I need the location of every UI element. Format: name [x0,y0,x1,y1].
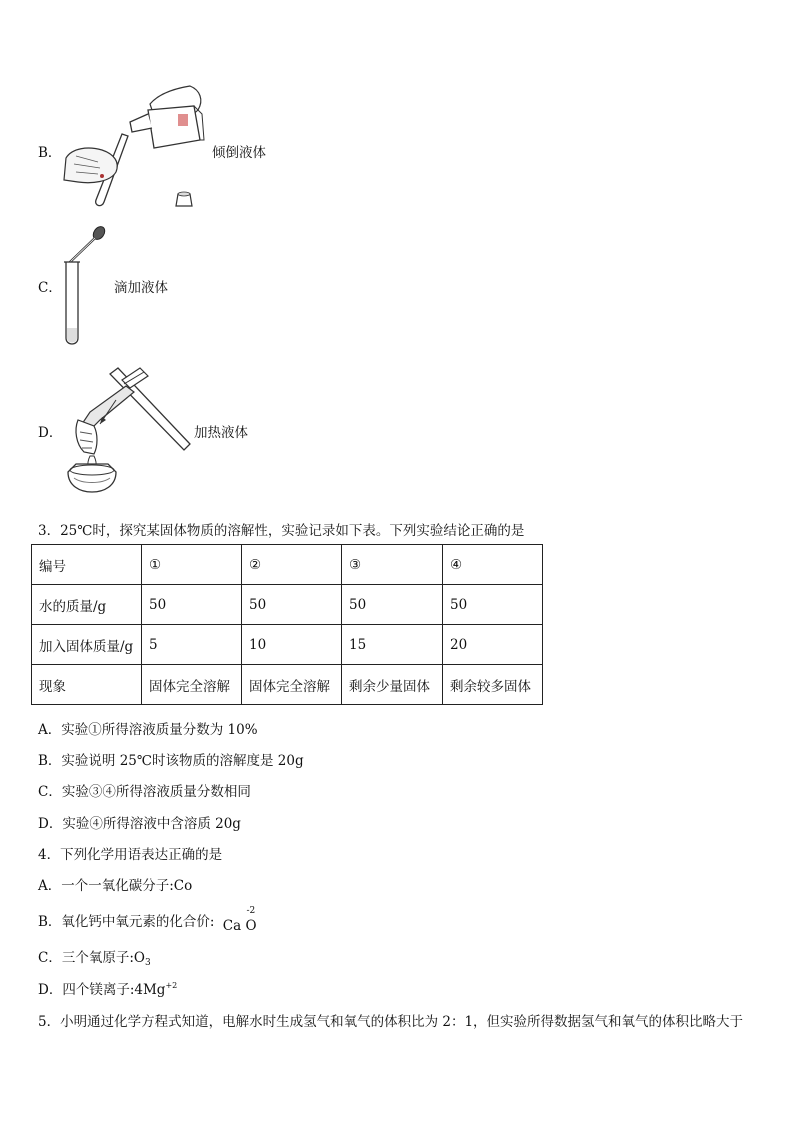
q4-option-b-formula-ca: Ca [222,918,242,934]
q3-option-b: B．实验说明 25℃时该物质的溶解度是 20g [38,753,304,769]
table-cell: 15 [342,625,443,665]
table-cell: 水的质量/g [32,585,142,625]
q4-option-c-subscript: 3 [144,958,151,968]
option-b-caption: 倾倒液体 [212,145,266,161]
table-row [32,585,543,625]
table-row [32,545,543,585]
pouring-liquid-illustration [62,84,212,214]
table-cell: 50 [342,585,443,625]
q3-option-c: C．实验③④所得溶液质量分数相同 [38,784,251,800]
q3-option-d: D．实验④所得溶液中含溶质 20g [38,816,241,832]
table-cell: 现象 [32,665,142,705]
q4-option-a: A．一个一氧化碳分子:Co [38,878,193,894]
q4-option-d [38,978,177,998]
table-cell: 50 [142,585,242,625]
q4-option-b-text: B．氧化钙中氧元素的化合价: [38,914,215,930]
table-cell: ④ [443,545,543,585]
option-d-letter: D． [38,425,63,441]
table-row [32,665,543,705]
option-b-letter: B． [38,145,62,161]
table-cell: 固体完全溶解 [242,665,342,705]
experiment-record-table [31,544,543,705]
table-cell: 固体完全溶解 [142,665,242,705]
table-cell: ① [142,545,242,585]
q4-option-b-formula-o [245,906,257,934]
table-cell: 5 [142,625,242,665]
dropping-liquid-illustration [60,224,106,348]
q4-option-c-text: C．三个氧原子:O [38,950,145,966]
table-cell: 编号 [32,545,142,585]
q4-option-d-superscript: +2 [165,981,178,990]
q3-option-a: A．实验①所得溶液质量分数为 10% [38,722,258,738]
option-c-caption: 滴加液体 [114,280,168,296]
table-cell: 剩余少量固体 [342,665,443,705]
q4-option-d-text: D．四个镁离子:4Mg [38,982,166,998]
table-cell: 20 [443,625,543,665]
q4-option-b [38,904,257,934]
table-cell: ② [242,545,342,585]
option-c-letter: C． [38,280,62,296]
q5-stem: 5．小明通过化学方程式知道，电解水时生成氢气和氧气的体积比为 2：1，但实验所得数据氢气和氧气的体积比略大于 [38,1014,744,1030]
table-cell: ③ [342,545,443,585]
table-cell: 剩余较多固体 [443,665,543,705]
heating-liquid-illustration [60,360,194,496]
table-cell: 50 [242,585,342,625]
q4-option-c [38,946,151,968]
option-d-caption: 加热液体 [194,425,248,441]
table-cell: 加入固体质量/g [32,625,142,665]
q4-stem: 4．下列化学用语表达正确的是 [38,847,223,863]
table-cell: 10 [242,625,342,665]
q4-option-b-valence: -2 [246,906,256,916]
q3-stem: 3．25℃时，探究某固体物质的溶解性，实验记录如下表。下列实验结论正确的是 [38,523,525,539]
table-row [32,625,543,665]
table-cell: 50 [443,585,543,625]
q4-option-b-oxygen: O [245,918,257,934]
